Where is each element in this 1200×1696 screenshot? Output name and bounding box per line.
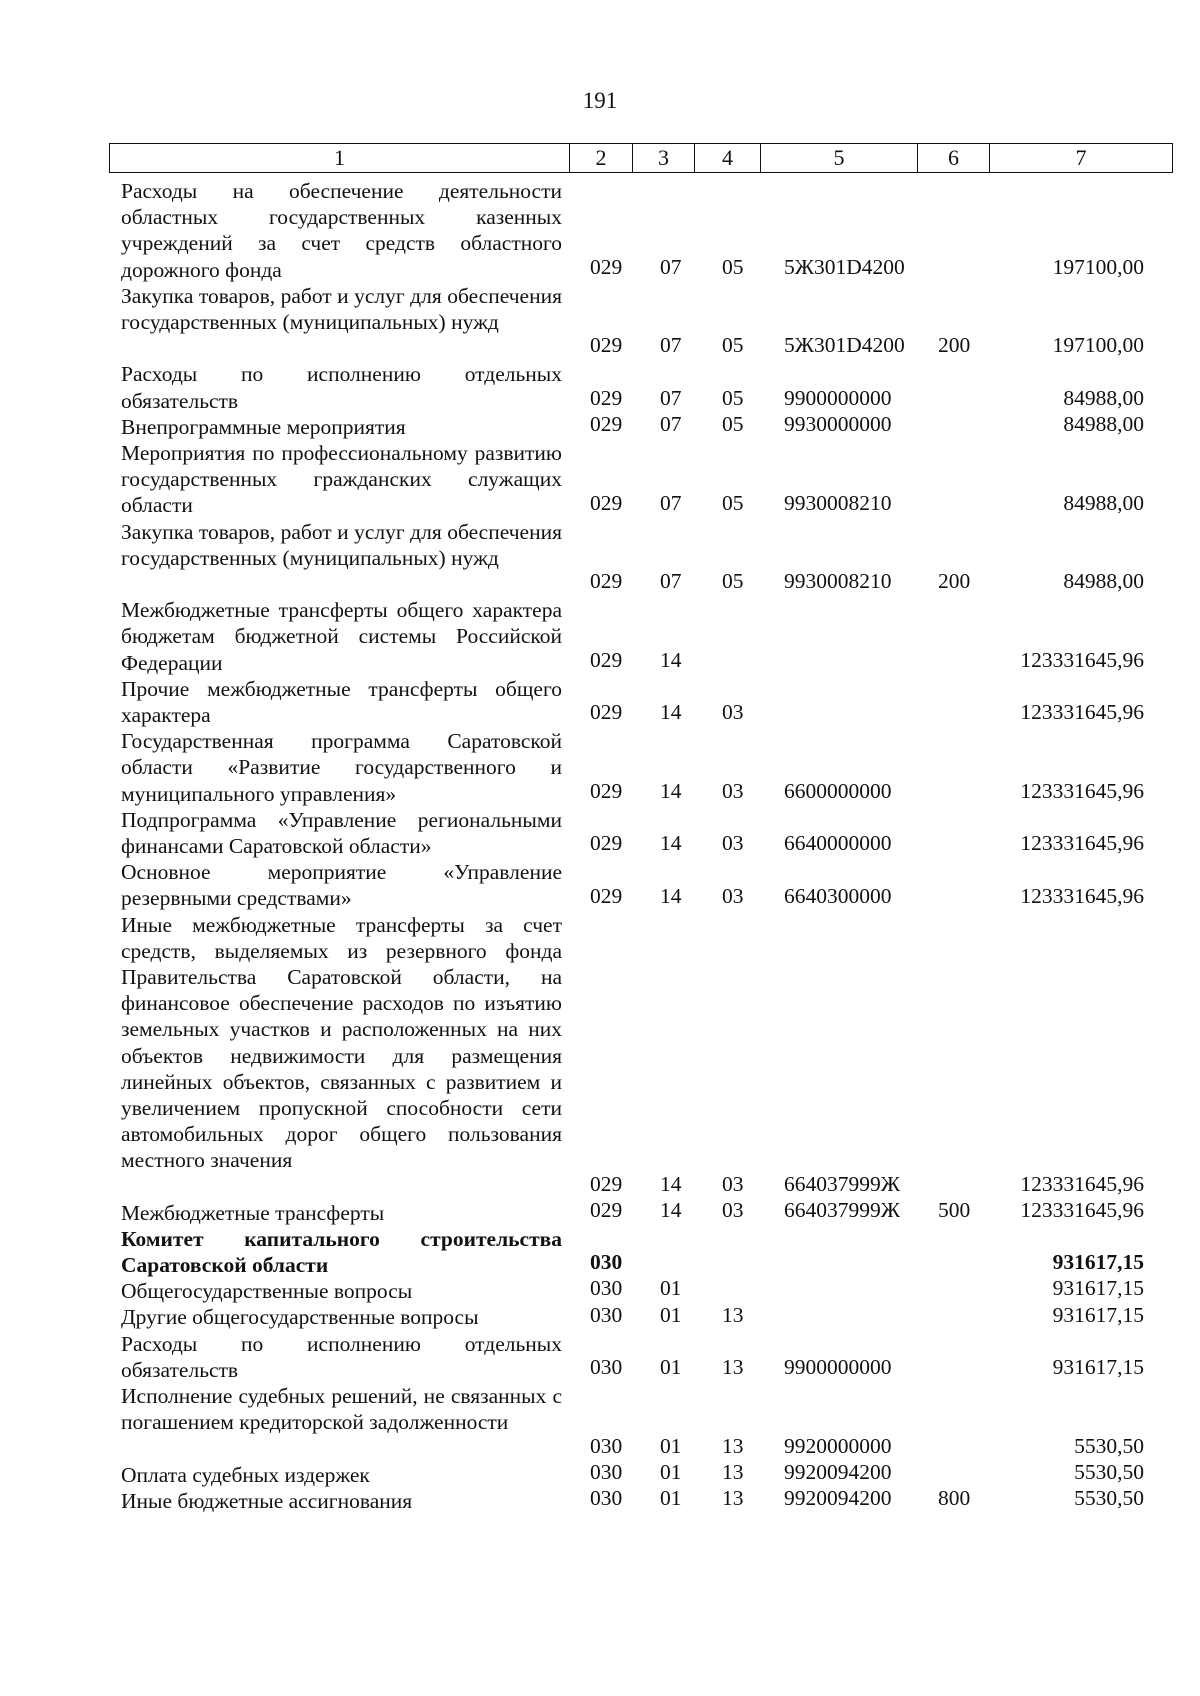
row-cell-col-2: 030	[590, 1433, 623, 1458]
column-header-6: 6	[918, 144, 990, 172]
row-cell-col-7: 123331645,96	[1020, 647, 1144, 672]
row-cell-col-3: 01	[660, 1276, 682, 1301]
row-description: Подпрограмма «Управление региональными финансами Саратовской области»	[121, 807, 562, 858]
row-cell-col-7: 931617,15	[1052, 1302, 1144, 1327]
row-cell-col-5: 6640000000	[784, 831, 892, 856]
row-cell-col-2: 029	[590, 490, 623, 515]
page-number: 191	[582, 88, 618, 113]
row-description: Расходы на обеспечение деятельности областных государственных казенных учреждений за счет средств областного дорожного фонда	[121, 179, 562, 282]
row-cell-col-6: 800	[938, 1486, 971, 1511]
table-row	[0, 676, 1200, 728]
row-cell-col-4: 05	[722, 254, 744, 279]
row-description: Иные межбюджетные трансферты за счет средств, выделяемых из резервного фонда Правительства Саратовской области, на финансовое обеспечение расходов по изъятию земельных участков и расположенных на них объектов недвижимости для размещения линейных объектов, связанных с развитием и увеличением пропускной способности сети автомобильных дорог общего пользования местного значения	[121, 912, 562, 1173]
row-cell-col-5: 9930000000	[784, 411, 892, 436]
row-cell-col-5: 664037999Ж	[784, 1171, 901, 1196]
row-cell-col-3: 01	[660, 1459, 682, 1484]
row-cell-col-3: 07	[660, 385, 682, 410]
row-description: Мероприятия по профессиональному развитию государственных гражданских служащих области	[121, 440, 562, 518]
row-cell-col-7: 123331645,96	[1020, 1171, 1144, 1196]
row-cell-col-2: 029	[590, 569, 623, 594]
row-cell-col-6: 500	[938, 1197, 971, 1222]
row-cell-col-7: 84988,00	[1063, 569, 1144, 594]
table-row	[0, 283, 1200, 362]
row-cell-col-5: 9920094200	[784, 1459, 892, 1484]
row-cell-col-3: 14	[660, 1171, 682, 1196]
row-cell-col-4: 03	[722, 883, 744, 908]
column-header-7: 7	[1075, 145, 1087, 170]
column-header-2: 2	[570, 144, 633, 172]
table-row	[0, 1488, 1200, 1514]
row-cell-col-2: 030	[590, 1486, 623, 1511]
row-cell-col-2: 030	[590, 1276, 623, 1301]
row-cell-col-3: 07	[660, 411, 682, 436]
row-cell-col-5: 9900000000	[784, 1355, 892, 1380]
column-header-4: 4	[695, 144, 761, 172]
row-cell-col-5: 5Ж301D4200	[784, 333, 905, 358]
row-cell-col-3: 14	[660, 700, 682, 725]
row-cell-col-2: 030	[590, 1355, 623, 1380]
row-cell-col-7: 84988,00	[1063, 385, 1144, 410]
row-cell-col-7: 84988,00	[1063, 411, 1144, 436]
row-cell-col-3: 07	[660, 490, 682, 515]
row-cell-col-7: 84988,00	[1063, 490, 1144, 515]
row-cell-col-2: 029	[590, 883, 623, 908]
row-cell-col-4: 05	[722, 385, 744, 410]
row-cell-col-2: 029	[590, 778, 623, 803]
row-cell-col-5: 9920094200	[784, 1486, 892, 1511]
row-cell-col-7: 197100,00	[1052, 254, 1144, 279]
row-description: Общегосударственные вопросы	[121, 1279, 413, 1304]
row-cell-col-3: 14	[660, 778, 682, 803]
table-row	[0, 1226, 1200, 1278]
row-description: Расходы по исполнению отдельных обязательств	[121, 362, 562, 413]
table-row	[0, 807, 1200, 859]
row-cell-col-7: 197100,00	[1052, 333, 1144, 358]
row-cell-col-2: 029	[590, 1171, 623, 1196]
row-cell-col-7: 5530,50	[1074, 1459, 1144, 1484]
column-header-3: 3	[633, 144, 695, 172]
row-description: Государственная программа Саратовской области «Развитие государственного и муниципального управления»	[121, 729, 562, 806]
row-cell-col-7: 5530,50	[1074, 1486, 1144, 1511]
row-description: Прочие межбюджетные трансферты общего характера	[121, 676, 562, 727]
row-description: Исполнение судебных решений, не связанных с погашением кредиторской задолженности	[121, 1384, 562, 1435]
row-description: Межбюджетные трансферты	[121, 1200, 385, 1225]
row-cell-col-5: 9920000000	[784, 1433, 892, 1458]
row-cell-col-3: 14	[660, 647, 682, 672]
row-cell-col-5: 6640300000	[784, 883, 892, 908]
row-cell-col-4: 13	[722, 1355, 744, 1380]
row-cell-col-7: 123331645,96	[1020, 831, 1144, 856]
row-cell-col-7: 931617,15	[1052, 1276, 1144, 1301]
table-row	[0, 1383, 1200, 1462]
row-cell-col-5: 9900000000	[784, 385, 892, 410]
table-header	[109, 143, 1173, 173]
row-description: Иные бюджетные ассигнования	[121, 1488, 413, 1513]
table-row	[0, 178, 1200, 283]
table-row	[0, 1331, 1200, 1383]
column-header-5: 5	[761, 144, 918, 172]
row-cell-col-4: 03	[722, 778, 744, 803]
table-row	[0, 411, 1200, 440]
row-description: Межбюджетные трансферты общего характера бюджетам бюджетной системы Российской Федерации	[121, 598, 562, 675]
row-cell-col-4: 03	[722, 831, 744, 856]
row-cell-col-7: 123331645,96	[1020, 883, 1144, 908]
table-row	[0, 912, 1200, 1200]
row-cell-col-2: 030	[590, 1250, 623, 1275]
table-row	[0, 1197, 1200, 1226]
table-row	[0, 361, 1200, 413]
row-cell-col-7: 123331645,96	[1020, 700, 1144, 725]
row-description: Другие общегосударственные вопросы	[121, 1305, 479, 1330]
table-row	[0, 440, 1200, 519]
row-cell-col-5: 9930008210	[784, 490, 892, 515]
row-cell-col-2: 029	[590, 1197, 623, 1222]
row-cell-col-3: 14	[660, 1197, 682, 1222]
row-cell-col-2: 029	[590, 647, 623, 672]
column-header-1: 1	[110, 144, 570, 172]
row-cell-col-2: 029	[590, 385, 623, 410]
row-cell-col-3: 14	[660, 883, 682, 908]
row-cell-col-7: 931617,15	[1052, 1250, 1144, 1275]
table-row	[0, 519, 1200, 598]
row-cell-col-2: 030	[590, 1459, 623, 1484]
row-cell-col-3: 07	[660, 569, 682, 594]
table-row	[0, 1304, 1200, 1330]
row-cell-col-3: 01	[660, 1486, 682, 1511]
row-cell-col-3: 01	[660, 1433, 682, 1458]
row-cell-col-4: 13	[722, 1302, 744, 1327]
row-cell-col-6: 200	[938, 333, 971, 358]
row-cell-col-7: 123331645,96	[1020, 778, 1144, 803]
row-cell-col-4: 13	[722, 1459, 744, 1484]
row-cell-col-7: 5530,50	[1074, 1433, 1144, 1458]
table-row	[0, 859, 1200, 911]
budget-table-body	[0, 178, 1200, 1514]
row-cell-col-2: 029	[590, 254, 623, 279]
row-cell-col-3: 14	[660, 831, 682, 856]
row-description: Оплата судебных издержек	[121, 1462, 370, 1487]
row-description: Закупка товаров, работ и услуг для обеспечения государственных (муниципальных) нужд	[121, 283, 562, 334]
row-cell-col-3: 01	[660, 1355, 682, 1380]
row-cell-col-4: 05	[722, 490, 744, 515]
row-cell-col-5: 5Ж301D4200	[784, 254, 905, 279]
row-cell-col-5: 6600000000	[784, 778, 892, 803]
row-cell-col-5: 664037999Ж	[784, 1197, 901, 1222]
row-cell-col-2: 030	[590, 1302, 623, 1327]
row-cell-col-4: 13	[722, 1486, 744, 1511]
row-cell-col-4: 03	[722, 1171, 744, 1196]
row-cell-col-4: 05	[722, 411, 744, 436]
row-cell-col-4: 05	[722, 333, 744, 358]
row-cell-col-2: 029	[590, 411, 623, 436]
row-cell-col-3: 01	[660, 1302, 682, 1327]
row-cell-col-7: 123331645,96	[1020, 1197, 1144, 1222]
row-cell-col-2: 029	[590, 333, 623, 358]
row-description: Внепрограммные мероприятия	[121, 414, 406, 439]
row-cell-col-2: 029	[590, 700, 623, 725]
row-cell-col-3: 07	[660, 254, 682, 279]
row-cell-col-2: 029	[590, 831, 623, 856]
row-description: Закупка товаров, работ и услуг для обеспечения государственных (муниципальных) нужд	[121, 519, 562, 570]
row-cell-col-6: 200	[938, 569, 971, 594]
row-cell-col-4: 03	[722, 700, 744, 725]
table-row	[0, 597, 1200, 676]
row-cell-col-7: 931617,15	[1052, 1355, 1144, 1380]
row-cell-col-4: 03	[722, 1197, 744, 1222]
table-row	[0, 728, 1200, 807]
row-cell-col-5: 9930008210	[784, 569, 892, 594]
row-description: Основное мероприятие «Управление резервными средствами»	[121, 860, 562, 911]
row-description: Комитет капитального строительства Саратовской области	[121, 1226, 562, 1278]
row-cell-col-4: 05	[722, 569, 744, 594]
row-cell-col-3: 07	[660, 333, 682, 358]
row-description: Расходы по исполнению отдельных обязательств	[121, 1331, 562, 1382]
row-cell-col-4: 13	[722, 1433, 744, 1458]
